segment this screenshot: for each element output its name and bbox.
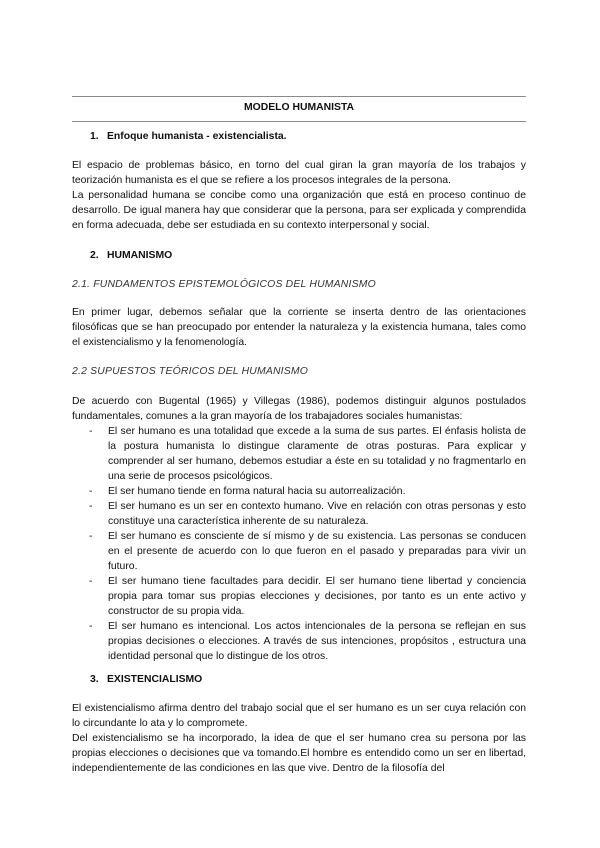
section-3-body (72, 701, 526, 776)
top-divider (72, 96, 526, 97)
section-1-number: 1. (90, 131, 99, 142)
subsection-2-2-body (72, 394, 526, 424)
subsection-2-2-heading: 2.2 SUPUESTOS TEÓRICOS DEL HUMANISMO (72, 366, 309, 377)
list-item-text: El ser humano es intencional. Los actos intencionales de la persona se reflejan en sus propias decisiones o elecciones. A través de sus intenciones, propósitos , estructura una identidad personal que lo distingue de los otros. (108, 621, 526, 662)
list-item (72, 574, 526, 619)
list-item (72, 499, 526, 529)
section-1-title: Enfoque humanista - existencialista. (107, 131, 287, 142)
list-bullet: - (89, 531, 93, 542)
section-3-paragraph-1: El existencialismo afirma dentro del trabajo social que el ser humano es un ser cuya relación con lo circundante lo ata y lo compromete. (72, 703, 526, 729)
subsection-2-1-body (72, 305, 526, 350)
list-bullet: - (89, 486, 93, 497)
list-item (72, 424, 526, 484)
list-item (72, 484, 526, 499)
section-1-heading (90, 129, 287, 144)
list-bullet: - (89, 501, 93, 512)
section-1-paragraph-1: El espacio de problemas básico, en torno del cual giran la gran mayoría de los trabajos y teorización humanista es el que se refiere a los procesos integrales de la persona. (72, 160, 526, 186)
subsection-2-2-paragraph: De acuerdo con Bugental (1965) y Villegas (1986), podemos distinguir algunos postulados fundamentales, comunes a la gran mayoría de los trabajadores sociales humanistas: (72, 396, 526, 422)
subsection-2-1-heading: 2.1. FUNDAMENTOS EPISTEMOLÓGICOS DEL HUMANISMO (72, 279, 376, 290)
section-2-heading (90, 248, 172, 263)
list-item-text: El ser humano tiene facultades para decidir. El ser humano tiene libertad y conciencia propia para tomar sus propias elecciones y decisiones, por tanto es un ente activo y constructor de su propia vida. (108, 576, 526, 617)
page-title: MODELO HUMANISTA (243, 102, 355, 113)
section-3-heading (90, 672, 202, 687)
section-3-number: 3. (90, 674, 99, 685)
list-item-text: El ser humano es consciente de sí mismo y de su existencia. Las personas se conducen en el presente de acuerdo con lo que fueron en el pasado y preparadas para vivir un futuro. (108, 531, 526, 572)
list-bullet: - (89, 576, 93, 587)
section-2-title: HUMANISMO (107, 250, 173, 261)
section-1-paragraph-2: La personalidad humana se concibe como una organización que está en proceso continuo de desarrollo. De igual manera hay que considerar que la persona, para ser explicada y comprendida en forma adecuada, debe ser estudiada en su contexto interpersonal y social. (72, 190, 526, 231)
postulates-list (72, 424, 526, 664)
list-bullet: - (89, 426, 93, 437)
list-item-text: El ser humano es una totalidad que excede a la suma de sus partes. El énfasis holista de la postura humanista lo distingue claramente de otras posturas. Para explicar y comprender al ser humano, debemos estudiar a éste en su totalidad y no fragmentarlo en una serie de procesos psicológicos. (108, 426, 526, 482)
list-bullet: - (89, 621, 93, 632)
list-item-text: El ser humano es un ser en contexto humano. Vive en relación con otras personas y esto constituye una característica inherente de su naturaleza. (108, 501, 526, 527)
list-item-text: El ser humano tiende en forma natural hacia su autorrealización. (108, 486, 406, 497)
list-item (72, 529, 526, 574)
title-divider (72, 121, 526, 122)
section-1-body (72, 158, 526, 233)
section-3-paragraph-2: Del existencialismo se ha incorporado, la idea de que el ser humano crea su persona por las propias elecciones o decisiones que va tomando.El hombre es entendido como un ser en libertad, independientemente de las condiciones en las que vive. Dentro de la filosofía del (72, 733, 526, 774)
list-item (72, 619, 526, 664)
subsection-2-1-paragraph: En primer lugar, debemos señalar que la corriente se inserta dentro de las orientaciones filosóficas que se han preocupado por entender la naturaleza y la existencia humana, tales como el existencialismo y la fenomenología. (72, 307, 526, 348)
section-2-number: 2. (90, 250, 99, 261)
section-3-title: EXISTENCIALISMO (107, 674, 203, 685)
